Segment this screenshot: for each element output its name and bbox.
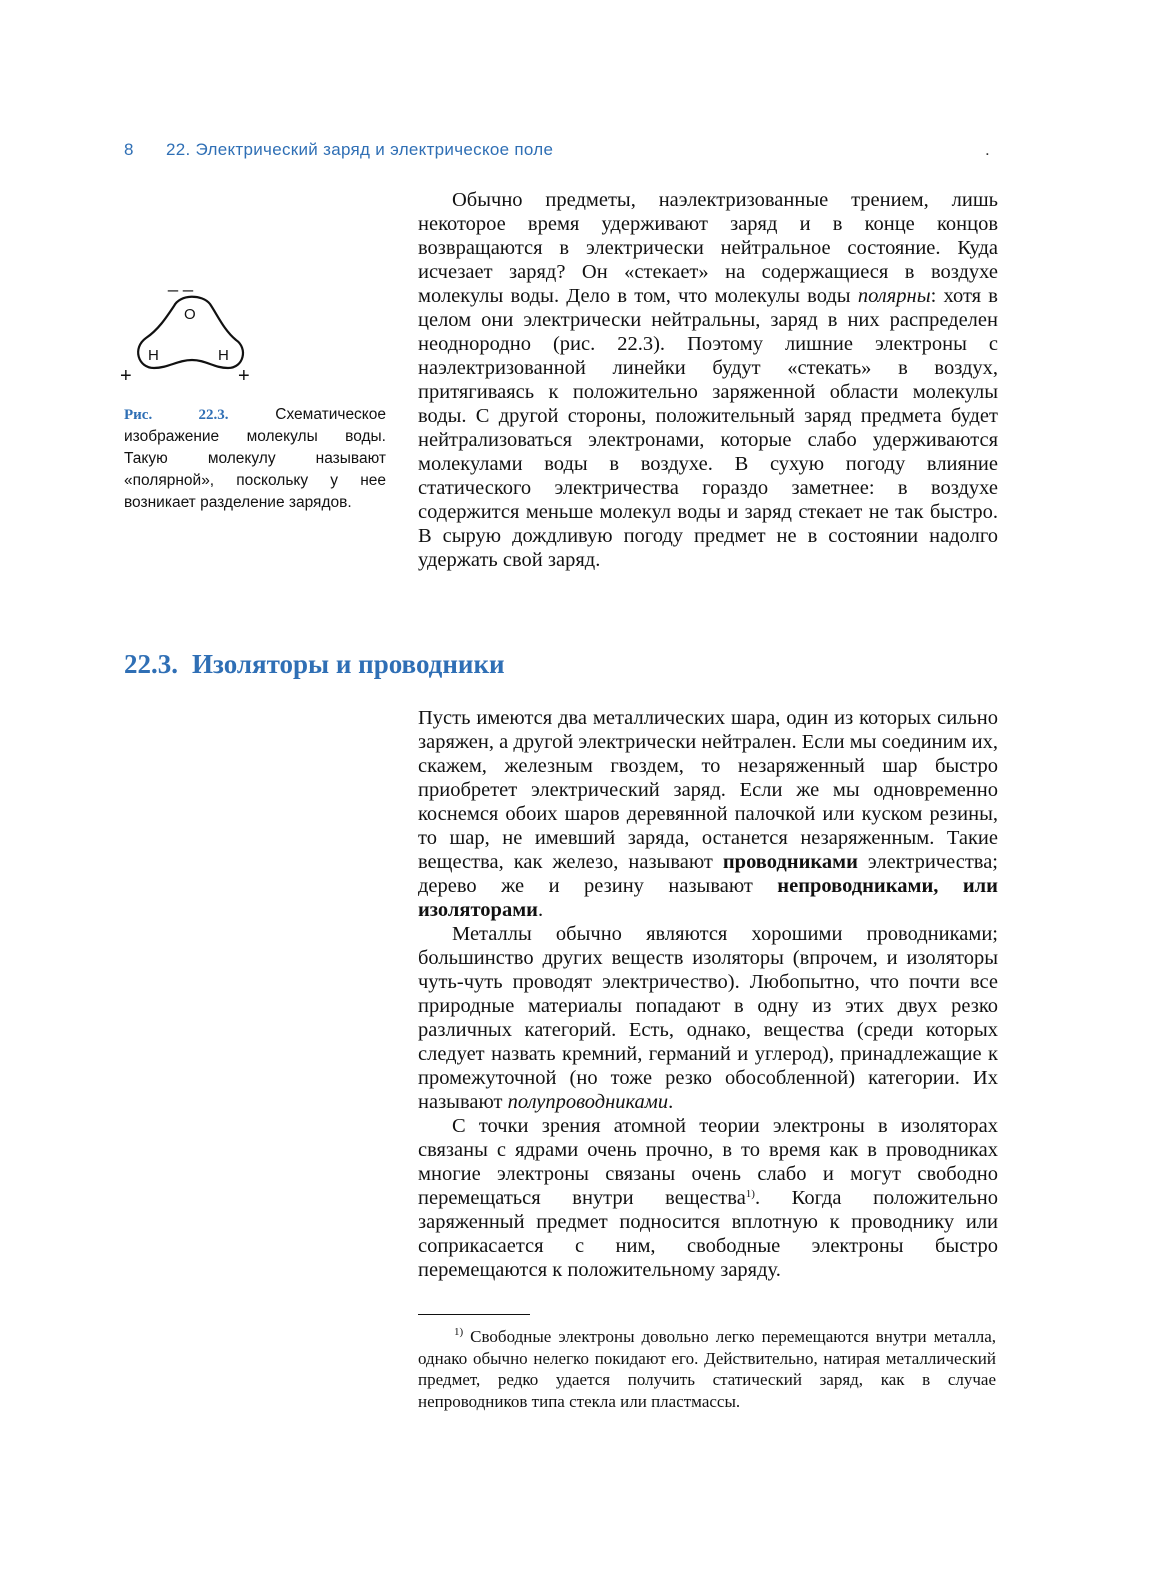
text-run: : хотя в целом они электрически нейтральны, заряд в них распределен неоднородно (рис. 22.3). Поэтому лишние электроны с наэлектризованной линейки будут «стекать» в воздух, притягиваясь к положительно заряженной области молекулы воды. С другой стороны, положительный заряд предмета будет нейтрализоваться электронами, которые слабо удерживаются молекулами воды в воздухе. В сухую погоду влияние статического электричества гораздо заметнее: в воздухе содержится меньше молекул воды и заряд стекает не так быстро. В сырую дождливую погоду предмет не в состоянии надолго удержать свой заряд.	[418, 285, 998, 571]
caption-label: Рис. 22.3.	[124, 407, 229, 423]
section-text	[418, 706, 998, 1282]
footnote	[418, 1326, 996, 1412]
negative-charge-marks: _ _	[168, 276, 194, 292]
footnote-divider	[418, 1314, 530, 1315]
running-header	[124, 140, 1004, 164]
header-mark: .	[985, 140, 991, 159]
emphasis: полярны	[857, 285, 931, 307]
text-run: Обычно предметы, наэлектризованные трением, лишь некоторое время удерживают заряд и в конце концов возвращаются в электрически нейтральное состояние. Куда исчезает заряд? Он «стекает» на содержащиеся в воздухе молекулы воды. Дело в том, что молекулы воды	[418, 189, 998, 307]
text-run: .	[668, 1091, 674, 1113]
footnote-text: Свободные электроны довольно легко перемещаются внутри металла, однако обычно нелегко покидают его. Действительно, натирая металлический предмет, редко удается получить статический заряд, как в случае непроводников типа стекла или пластмассы.	[418, 1327, 996, 1411]
text-run: Металлы обычно являются хорошими проводниками; большинство других веществ изоляторы (впрочем, и изоляторы чуть-чуть проводят электричество). Любопытно, что почти все природные материалы попадают в одну из этих двух резко различных категорий. Есть, однако, вещества (среди которых следует назвать кремний, германий и углерод), принадлежащие к промежуточной (но тоже резко обособленной) категории. Их называют	[418, 923, 998, 1113]
text-run: . Когда положительно заряженный предмет подносится вплотную к проводнику или соприкасается с ним, свободные электроны быстро перемещаются к положительному заряду.	[418, 1187, 998, 1281]
positive-charge-left: +	[120, 365, 132, 386]
page-number: 8	[124, 140, 134, 159]
text-run: С точки зрения атомной теории электроны в изоляторах связаны с ядрами очень прочно, в то время как в проводниках многие электроны связаны очень слабо и могут свободно перемещаться внутри вещества	[418, 1115, 998, 1209]
section-heading	[124, 649, 724, 680]
paragraph	[418, 188, 998, 572]
section-number: 22.3.	[124, 649, 178, 679]
paragraph	[418, 922, 998, 1114]
oxygen-label: O	[184, 306, 196, 323]
caption-text: Схематическое изображение молекулы воды. Такую молекулу называют «полярной», поскольку у нее возникает разделение зарядов.	[124, 406, 387, 511]
hydrogen-label-left: H	[148, 347, 159, 364]
text-run: Пусть имеются два металлических шара, один из которых сильно заряжен, а другой электрически нейтрален. Если мы соединим их, скажем, железным гвоздем, то незаряженный шар быстро приобретет электрический заряд. Если же мы одновременно коснемся обоих шаров деревянной палочкой или куском резины, то шар, не имевший заряда, останется незаряженным. Такие вещества, как железо, называют	[418, 707, 998, 873]
paragraph	[418, 1114, 998, 1282]
text-run: электричества; дерево же и резину называют	[418, 851, 998, 897]
paragraph	[418, 706, 998, 922]
emphasis: полупроводниками	[507, 1091, 669, 1113]
footnote-ref: 1)	[745, 1188, 755, 1200]
positive-charge-right: +	[238, 365, 250, 386]
figure-caption	[124, 404, 386, 514]
term-bold: проводниками	[722, 851, 858, 873]
water-molecule-figure	[118, 276, 268, 386]
hydrogen-label-right: H	[218, 347, 229, 364]
footnote-marker: 1)	[454, 1326, 464, 1338]
text-run: .	[537, 899, 544, 921]
chapter-title: 22. Электрический заряд и электрическое поле	[166, 140, 554, 159]
intro-text	[418, 188, 998, 572]
section-title: Изоляторы и проводники	[192, 649, 505, 679]
footnote-paragraph	[418, 1326, 996, 1412]
term-bold: непроводниками, или изоляторами	[418, 875, 998, 921]
